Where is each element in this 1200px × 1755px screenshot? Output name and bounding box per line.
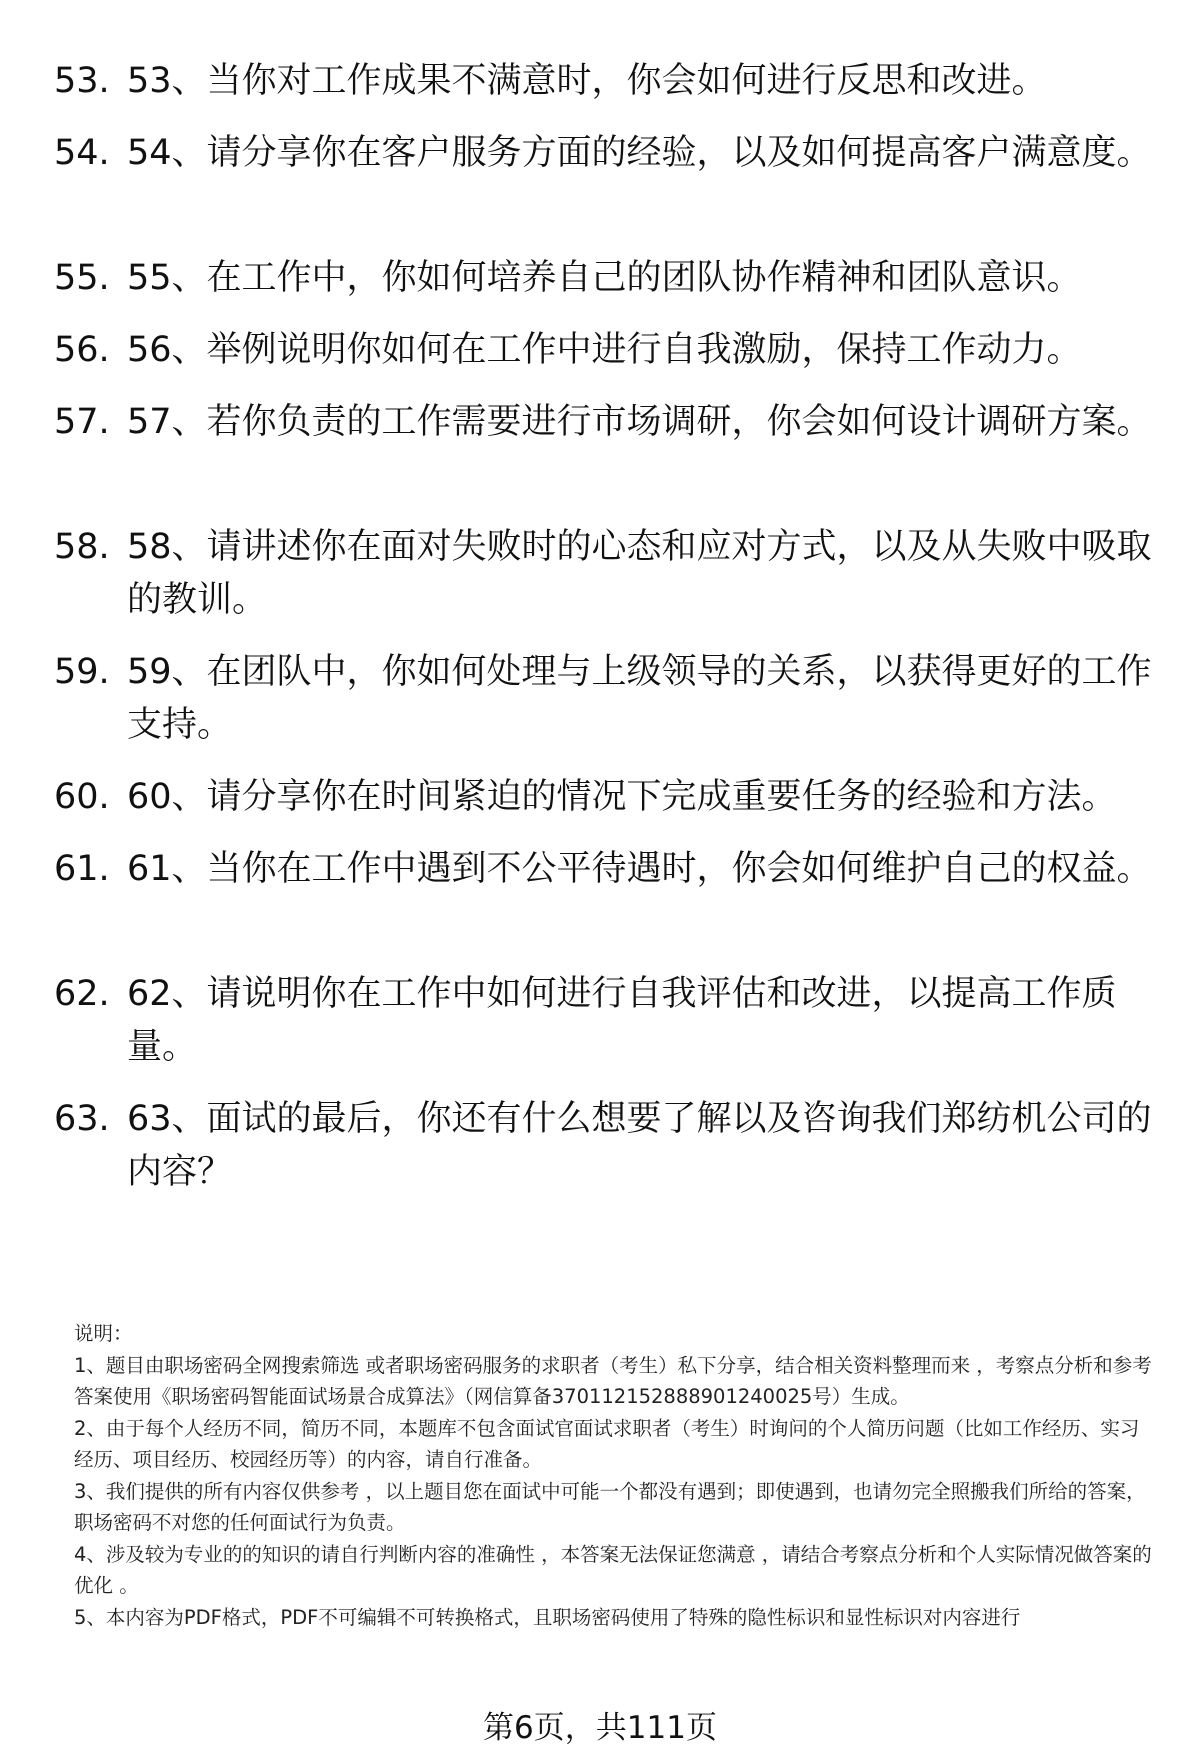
- question-number: 56.: [54, 330, 110, 370]
- question-text: 53、当你对工作成果不满意时，你会如何进行反思和改进。: [127, 61, 1047, 101]
- question-number: 59.: [54, 652, 110, 692]
- question-item: [0, 646, 1200, 745]
- question-text: 59、在团队中，你如何处理与上级领导的关系，以获得更好的工作支持。: [127, 652, 1152, 745]
- question-text: 55、在工作中，你如何培养自己的团队协作精神和团队意识。: [127, 258, 1082, 298]
- question-item: [0, 55, 1200, 101]
- question-item: [0, 843, 1200, 889]
- question-number: 61.: [54, 849, 110, 889]
- question-text: 58、请讲述你在面对失败时的心态和应对方式，以及从失败中吸取的教训。: [127, 527, 1152, 620]
- question-number: 54.: [54, 133, 110, 173]
- question-text: 63、面试的最后，你还有什么想要了解以及咨询我们郑纺机公司的内容？: [127, 1099, 1152, 1192]
- note-item: 4、涉及较为专业的的知识的请自行判断内容的准确性 ，本答案无法保证您满意 ，请结合考察点分析和个人实际情况做答案的优化 。: [74, 1542, 1152, 1597]
- notes-section: [74, 1318, 1154, 1633]
- question-number: 63.: [54, 1099, 110, 1139]
- note-item: 2、由于每个人经历不同，简历不同，本题库不包含面试官面试求职者（考生）时询问的个人简历问题（比如工作经历、实习经历、项目经历、校园经历等）的内容，请自行准备。: [74, 1416, 1140, 1471]
- question-list: [0, 55, 1200, 1192]
- question-number: 60.: [54, 777, 110, 817]
- note-item: 3、我们提供的所有内容仅供参考 ，以上题目您在面试中可能一个都没有遇到；即使遇到，也请勿完全照搬我们所给的答案，职场密码不对您的任何面试行为负责。: [74, 1479, 1146, 1534]
- question-text: 57、若你负责的工作需要进行市场调研，你会如何设计调研方案。: [127, 402, 1152, 442]
- question-text: 60、请分享你在时间紧迫的情况下完成重要任务的经验和方法。: [127, 777, 1117, 817]
- question-text: 56、举例说明你如何在工作中进行自我激励，保持工作动力。: [127, 330, 1082, 370]
- question-number: 53.: [54, 61, 110, 101]
- question-item: [0, 127, 1200, 173]
- question-item: [0, 771, 1200, 817]
- page-number: 第6页，共111页: [483, 1710, 717, 1746]
- note-item: 5、本内容为PDF格式，PDF不可编辑不可转换格式，且职场密码使用了特殊的隐性标识和显性标识对内容进行: [74, 1605, 1021, 1629]
- question-number: 57.: [54, 402, 110, 442]
- question-text: 54、请分享你在客户服务方面的经验，以及如何提高客户满意度。: [127, 133, 1152, 173]
- question-item: [0, 521, 1200, 620]
- question-number: 55.: [54, 258, 110, 298]
- question-item: [0, 1093, 1200, 1192]
- question-number: 62.: [54, 974, 110, 1014]
- question-item: [0, 324, 1200, 370]
- question-text: 62、请说明你在工作中如何进行自我评估和改进，以提高工作质量。: [127, 974, 1117, 1067]
- notes-heading: 说明：: [74, 1322, 133, 1345]
- question-item: [0, 252, 1200, 298]
- question-number: 58.: [54, 527, 110, 567]
- question-item: [0, 968, 1200, 1067]
- question-item: [0, 396, 1200, 442]
- question-text: 61、当你在工作中遇到不公平待遇时，你会如何维护自己的权益。: [127, 849, 1152, 889]
- note-item: 1、题目由职场密码全网搜索筛选 或者职场密码服务的求职者（考生）私下分享，结合相关资料整理而来 ，考察点分析和参考答案使用《职场密码智能面试场景合成算法》（网信算备370112152888901240025号）生成。: [74, 1353, 1152, 1408]
